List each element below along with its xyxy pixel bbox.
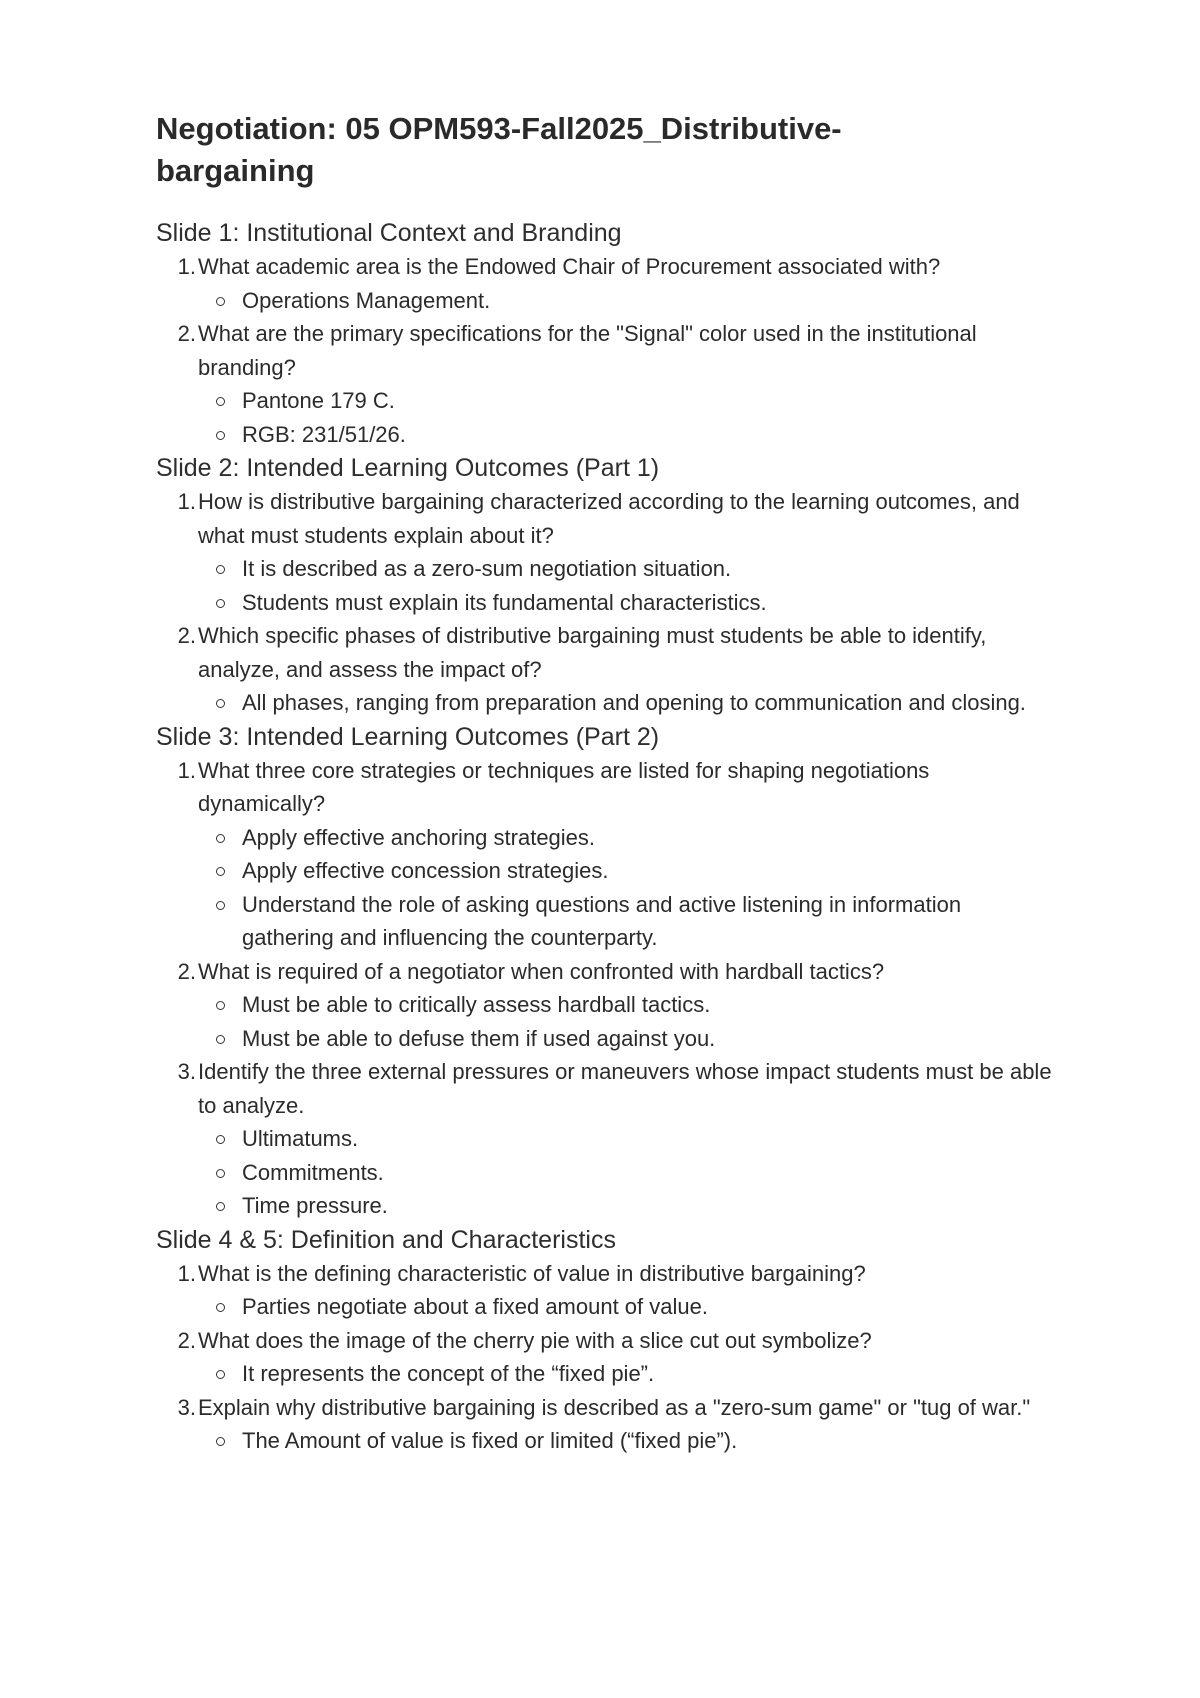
answer-text: Understand the role of asking questions and active listening in information gathering and influencing the counterparty.: [242, 891, 962, 950]
answer-item: [242, 1189, 1042, 1223]
question-text: How is distributive bargaining characterized according to the learning outcomes, and what must students explain about it?: [198, 489, 1020, 548]
question-item: [177, 1257, 1080, 1324]
answer-item: [242, 1022, 1042, 1056]
hollow-circle-bullet-icon: [216, 297, 225, 306]
answer-item: [242, 384, 1042, 418]
sections-container: [156, 216, 1080, 1458]
question-number: 1.: [177, 1260, 196, 1286]
question-number: 1.: [177, 757, 196, 783]
hollow-circle-bullet-icon: [216, 699, 225, 708]
hollow-circle-bullet-icon: [216, 599, 225, 608]
answer-item: [242, 1156, 1042, 1190]
answer-list: [198, 1122, 1080, 1223]
section-heading: Slide 2: Intended Learning Outcomes (Part 1): [156, 454, 660, 482]
answer-item: [242, 1122, 1042, 1156]
question-item: [177, 317, 1080, 451]
answer-text: Operations Management.: [242, 287, 491, 313]
answer-text: Must be able to defuse them if used against you.: [242, 1025, 716, 1051]
question-number: 2.: [177, 321, 196, 346]
answer-list: [198, 1290, 1080, 1324]
hollow-circle-bullet-icon: [216, 1303, 225, 1312]
answer-item: [242, 1290, 1042, 1324]
answer-item: [242, 888, 1042, 955]
answer-text: RGB: 231/51/26.: [242, 421, 406, 447]
answer-item: [242, 586, 1042, 620]
answer-item: [242, 686, 1042, 720]
answer-text: Time pressure.: [242, 1193, 388, 1218]
question-number: 3.: [177, 1394, 196, 1420]
question-text: What is the defining characteristic of value in distributive bargaining?: [198, 1260, 866, 1286]
answer-text: It represents the concept of the “fixed pie”.: [242, 1361, 655, 1386]
question-list: [156, 485, 1080, 720]
question-text: What are the primary specifications for the "Signal" color used in the institutional branding?: [198, 321, 977, 380]
question-item: [177, 619, 1080, 720]
hollow-circle-bullet-icon: [216, 397, 225, 406]
hollow-circle-bullet-icon: [216, 1437, 225, 1446]
question-number: 1.: [177, 489, 196, 514]
answer-list: [198, 821, 1080, 955]
answer-item: [242, 821, 1042, 855]
question-number: 2.: [177, 1327, 196, 1353]
section-heading: Slide 3: Intended Learning Outcomes (Part 2): [156, 722, 660, 751]
question-number: 2.: [177, 623, 196, 648]
answer-item: [242, 552, 1042, 586]
answer-list: [198, 284, 1080, 318]
hollow-circle-bullet-icon: [216, 1135, 225, 1144]
hollow-circle-bullet-icon: [216, 1202, 225, 1211]
answer-text: Pantone 179 C.: [242, 388, 395, 413]
question-item: [177, 250, 1080, 317]
question-number: 3.: [177, 1059, 196, 1084]
answer-text: It is described as a zero-sum negotiation situation.: [242, 556, 732, 581]
answer-text: Ultimatums.: [242, 1126, 359, 1151]
question-text: Explain why distributive bargaining is described as a "zero-sum game" or "tug of war.": [198, 1394, 1031, 1420]
section-heading: Slide 1: Institutional Context and Branding: [156, 219, 622, 247]
question-text: What academic area is the Endowed Chair of Procurement associated with?: [198, 254, 941, 279]
question-list: [156, 1257, 1080, 1458]
slide-section: [156, 720, 1080, 1223]
answer-item: [242, 988, 1042, 1022]
hollow-circle-bullet-icon: [216, 1169, 225, 1178]
answer-list: [198, 988, 1080, 1055]
answer-text: The Amount of value is fixed or limited (“fixed pie”).: [242, 1428, 738, 1453]
answer-text: Apply effective concession strategies.: [242, 858, 609, 883]
answer-list: [198, 686, 1080, 720]
hollow-circle-bullet-icon: [216, 901, 225, 910]
hollow-circle-bullet-icon: [216, 1035, 225, 1044]
question-text: Identify the three external pressures or maneuvers whose impact students must be able to analyze.: [198, 1059, 1052, 1118]
hollow-circle-bullet-icon: [216, 867, 225, 876]
answer-list: [198, 1357, 1080, 1391]
question-item: [177, 955, 1080, 1056]
question-text: What is required of a negotiator when confronted with hardball tactics?: [198, 958, 885, 984]
hollow-circle-bullet-icon: [216, 565, 225, 574]
hollow-circle-bullet-icon: [216, 431, 225, 440]
question-item: [177, 1391, 1080, 1458]
answer-list: [198, 1424, 1080, 1458]
section-heading: Slide 4 & 5: Definition and Characteristics: [156, 1225, 616, 1254]
answer-item: [242, 418, 1042, 452]
answer-text: Must be able to critically assess hardball tactics.: [242, 992, 711, 1017]
answer-item: [242, 854, 1042, 888]
question-item: [177, 754, 1080, 955]
slide-section: [156, 216, 1080, 451]
slide-section: [156, 451, 1080, 720]
question-item: [177, 1055, 1080, 1223]
answer-item: [242, 1357, 1042, 1391]
page-title: Negotiation: 05 OPM593-Fall2025_Distributive-bargaining: [156, 111, 842, 188]
question-text: What three core strategies or techniques are listed for shaping negotiations dynamically?: [198, 757, 930, 816]
answer-list: [198, 384, 1080, 451]
hollow-circle-bullet-icon: [216, 1370, 225, 1379]
answer-text: Commitments.: [242, 1159, 384, 1185]
question-text: What does the image of the cherry pie with a slice cut out symbolize?: [198, 1327, 872, 1353]
question-list: [156, 754, 1080, 1223]
question-item: [177, 485, 1080, 619]
hollow-circle-bullet-icon: [216, 1001, 225, 1010]
slide-section: [156, 1223, 1080, 1458]
question-text: Which specific phases of distributive bargaining must students be able to identify, analyze, and assess the impact of?: [198, 623, 987, 682]
answer-text: Parties negotiate about a fixed amount of value.: [242, 1294, 708, 1319]
answer-text: All phases, ranging from preparation and opening to communication and closing.: [242, 690, 1026, 715]
question-item: [177, 1324, 1080, 1391]
answer-item: [242, 284, 1042, 318]
hollow-circle-bullet-icon: [216, 834, 225, 843]
question-number: 1.: [177, 254, 196, 279]
question-number: 2.: [177, 958, 196, 984]
question-list: [156, 250, 1080, 451]
answer-text: Apply effective anchoring strategies.: [242, 824, 596, 850]
answer-item: [242, 1424, 1042, 1458]
answer-text: Students must explain its fundamental characteristics.: [242, 589, 767, 615]
answer-list: [198, 552, 1080, 619]
